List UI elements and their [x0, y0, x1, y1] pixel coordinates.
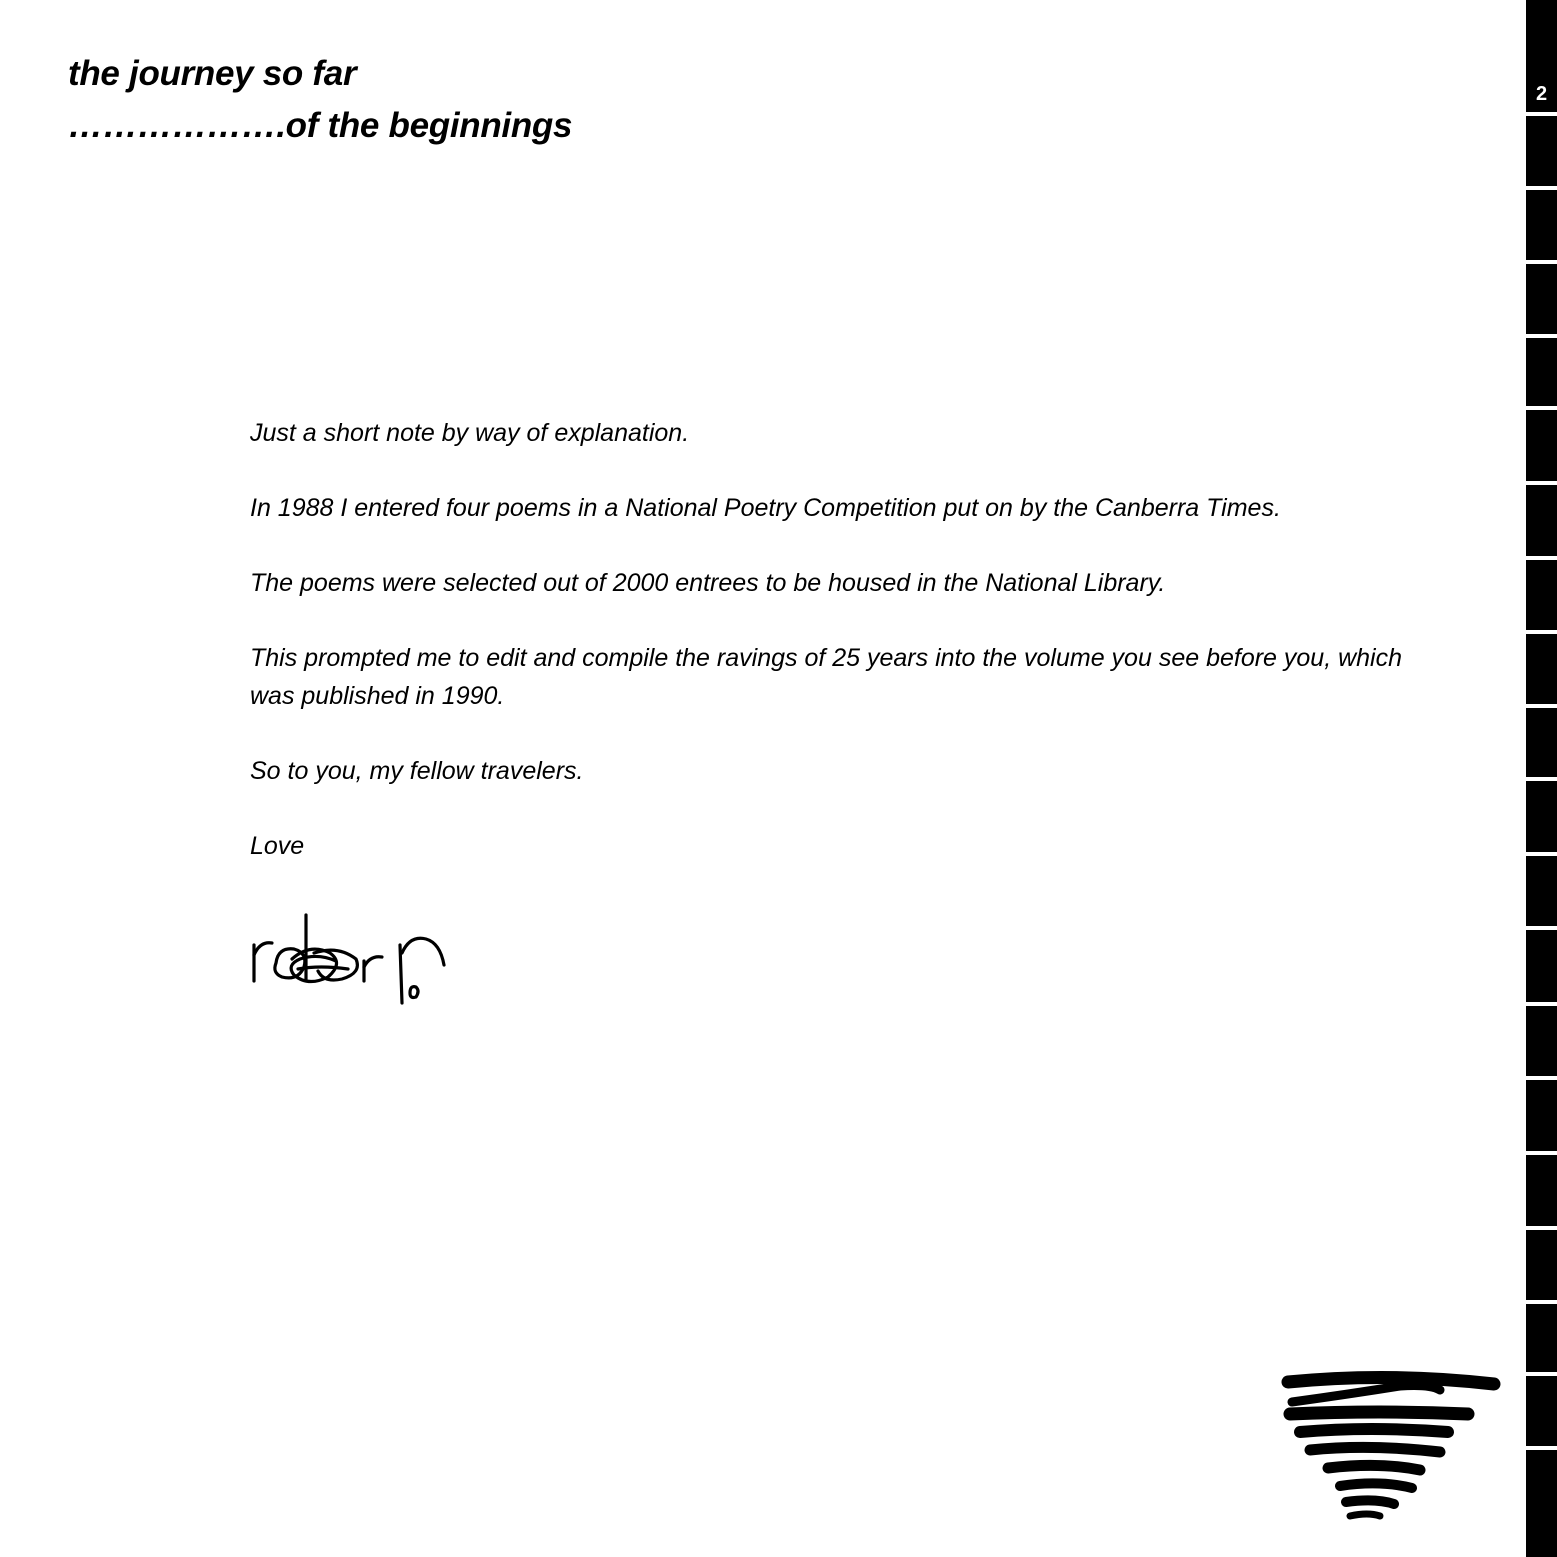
paragraph-dedication: So to you, my fellow travelers.	[250, 757, 584, 785]
tab-divider	[1526, 777, 1557, 781]
tab-divider	[1526, 926, 1557, 930]
handwritten-signature-icon	[248, 905, 458, 1015]
paragraph-competition: In 1988 I entered four poems in a National Poetry Competition put on by the Canberra Times.	[250, 494, 1281, 522]
tab-divider	[1526, 852, 1557, 856]
paragraph-intro: Just a short note by way of explanation.	[250, 419, 690, 447]
title-line-2: ……………….of the beginnings	[68, 106, 573, 145]
tab-divider	[1526, 1076, 1557, 1080]
tab-divider	[1526, 260, 1557, 264]
tab-divider	[1526, 556, 1557, 560]
paragraph-closing: Love	[250, 832, 305, 860]
tab-divider	[1526, 112, 1557, 116]
tab-divider	[1526, 1446, 1557, 1450]
tab-divider	[1526, 704, 1557, 708]
title-line-1: the journey so far	[68, 54, 357, 93]
tab-divider	[1526, 1151, 1557, 1155]
tab-divider	[1526, 186, 1557, 190]
brush-stroke-logo-icon	[1280, 1360, 1510, 1525]
side-index-tabs	[1526, 0, 1557, 1557]
page-number: 2	[1535, 83, 1548, 105]
paragraph-selection: The poems were selected out of 2000 entrees to be housed in the National Library.	[250, 569, 1166, 597]
tab-divider	[1526, 1002, 1557, 1006]
tab-divider	[1526, 334, 1557, 338]
tab-divider	[1526, 406, 1557, 410]
tab-divider	[1526, 481, 1557, 485]
tab-divider	[1526, 1372, 1557, 1376]
letter-body	[250, 414, 1440, 902]
tab-divider	[1526, 630, 1557, 634]
tab-divider	[1526, 1300, 1557, 1304]
page-title	[68, 48, 572, 152]
paragraph-compilation: This prompted me to edit and compile the ravings of 25 years into the volume you see before you, which was published in 1990.	[250, 644, 1403, 710]
tab-divider	[1526, 1226, 1557, 1230]
